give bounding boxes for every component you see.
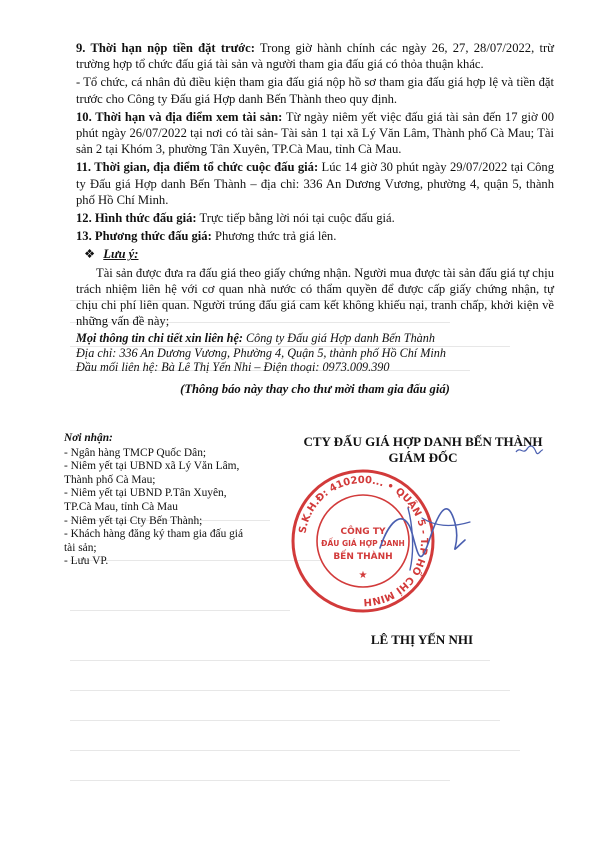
recipients-list <box>64 447 244 569</box>
section-label: 13. Phương thức đấu giá: <box>76 229 212 244</box>
section-label: 11. Thời gian, địa điểm tổ chức cuộc đấu giá: <box>76 160 319 175</box>
seal-star-icon: ★ <box>358 570 368 581</box>
list-item: - Khách hàng đăng ký tham gia đấu giá tài sản; <box>64 528 244 554</box>
signer-name: LÊ THỊ YẾN NHI <box>370 632 474 647</box>
contact-line-1 <box>76 331 554 346</box>
section-text: Từ ngày niêm yết việc đấu giá tài sản đến 17 giờ 00 phút ngày 26/07/2022 tại nơi có tài sản- Tài sản 1 tại xã Lý Văn Lâm, Thành phố Cà Mau; Tài sản 2 tại Khóm 3, phường Tân Xuyên, TP.Cà Mau, tỉnh Cà Mau. <box>76 109 555 157</box>
recipients-block <box>64 432 244 569</box>
signer-title: GIÁM ĐỐC <box>388 450 458 465</box>
section-text: - Tổ chức, cá nhân đủ điều kiện tham gia đấu giá nộp hồ sơ tham gia đấu giá hợp lệ và tiền đặt trước cho Công ty Đấu giá Hợp danh Bến Thành theo quy định. <box>76 75 554 106</box>
section-label: 9. Thời hạn nộp tiền đặt trước: <box>76 41 255 55</box>
section-text: Lúc 14 giờ 30 phút ngày 29/07/2022 tại Công ty Đấu giá Hợp danh Bến Thành – địa chỉ: 336 An Dương Vương, phường 4, quận 5, thành phố Hồ Chí Minh. <box>76 160 554 207</box>
notice-body <box>76 40 554 397</box>
section-9 <box>76 40 554 72</box>
list-item: - Lưu VP. <box>64 555 109 568</box>
contact-label: Mọi thông tin chi tiết xin liên hệ: <box>76 331 243 346</box>
contact-block <box>76 331 554 375</box>
list-item: - Ngân hàng TMCP Quốc Dân; <box>64 446 207 459</box>
contact-person: Đầu mối liên hệ: Bà Lê Thị Yến Nhi – Điện thoại: 0973.009.390 <box>76 360 390 375</box>
note-title: Lưu ý: <box>103 247 139 262</box>
contact-company: Công ty Đấu giá Hợp danh Bến Thành <box>242 331 435 346</box>
seal-line-3: BẾN THÀNH <box>333 552 393 562</box>
company-name: CTY ĐẤU GIÁ HỢP DANH BẾN THÀNH <box>303 434 543 449</box>
seal-line-1: CÔNG TY <box>340 527 386 537</box>
note-heading <box>76 246 554 262</box>
section-9-extra <box>76 74 554 106</box>
section-text: Phương thức trả giá lên. <box>211 229 337 244</box>
section-11 <box>76 159 554 208</box>
note-text: Tài sản được đưa ra đấu giá theo giấy chứng nhận. Người mua được tài sản đấu giá tự chịu trách nhiệm liên hệ với cơ quan nhà nước có thẩm quyền để được cấp giấy chứng nhận, tự chịu chi phí liên quan. Người trúng đấu giá cam kết không khiếu nại, tranh chấp, khởi kiện về những vấn đề này; <box>76 265 554 329</box>
section-12 <box>76 210 554 226</box>
closing-note: (Thông báo này thay cho thư mời tham gia đấu giá) <box>180 381 450 396</box>
section-text: Trực tiếp bằng lời nói tại cuộc đấu giá. <box>196 211 395 226</box>
seal-line-2: ĐẤU GIÁ HỢP DANH <box>321 539 405 548</box>
list-item: - Niêm yết tại Cty Bến Thành; <box>64 514 203 527</box>
diamond-bullet-icon: ❖ <box>84 247 96 262</box>
seal-outer-text: S.K.H.Đ: 410200... • QUẬN 5 - T.P HỒ CHÍ MINH <box>297 474 430 608</box>
section-label: 10. Thời hạn và địa điểm xem tài sản: <box>76 109 283 124</box>
section-10 <box>76 109 554 158</box>
contact-address: Địa chỉ: 336 An Dương Vương, Phường 4, Quận 5, thành phố Hồ Chí Minh <box>76 345 446 360</box>
list-item: - Niêm yết tại UBND P.Tân Xuyên, TP.Cà Mau, tỉnh Cà Mau <box>64 487 227 513</box>
section-13 <box>76 228 554 244</box>
handwritten-signature-icon <box>360 478 480 588</box>
section-text: Trong giờ hành chính các ngày 26, 27, 28/07/2022, trừ trường hợp tổ chức đấu giá tài sản và người tham gia đấu giá có thỏa thuận khác. <box>76 41 554 72</box>
signature-block <box>298 434 548 466</box>
list-item: - Niêm yết tại UBND xã Lý Văn Lâm, Thành phố Cà Mau; <box>64 460 240 486</box>
initials-mark-icon <box>514 443 544 457</box>
recipients-heading: Nơi nhận: <box>64 432 113 444</box>
section-label: 12. Hình thức đấu giá: <box>76 211 197 226</box>
